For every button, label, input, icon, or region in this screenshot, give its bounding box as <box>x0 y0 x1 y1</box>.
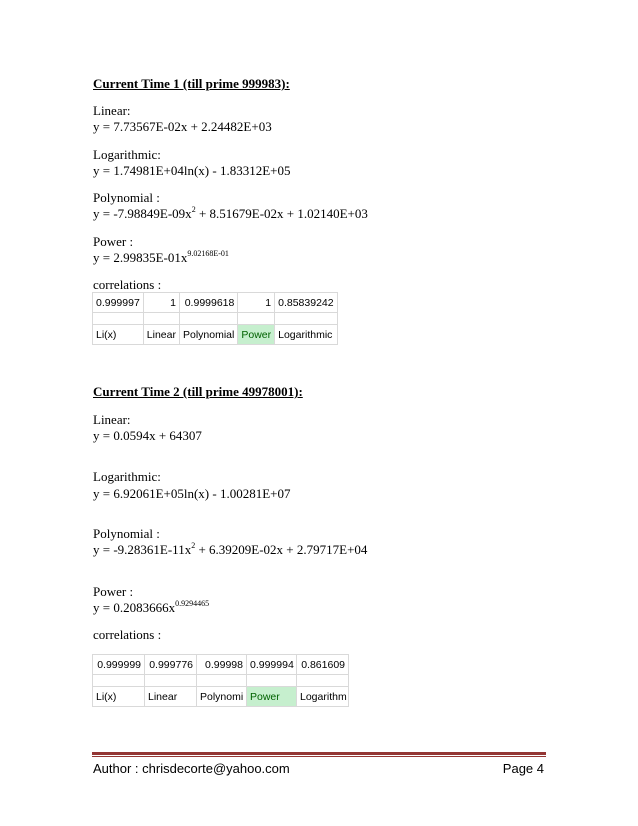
poly-exponent: 2 <box>191 540 196 550</box>
table-cell: Li(x) <box>93 325 144 345</box>
table-cell: Linear <box>143 325 179 345</box>
footer-rule-thick <box>92 752 546 755</box>
table-cell: 0.9999618 <box>180 293 238 313</box>
footer-author: Author : chrisdecorte@yahoo.com <box>93 761 290 776</box>
table-cell: Logarithm <box>297 687 349 707</box>
section1-poly-label: Polynomial : <box>93 190 160 205</box>
table-row <box>93 687 349 707</box>
section2-correlations-label: correlations : <box>93 627 162 642</box>
section2-log-label: Logarithmic: <box>93 469 161 484</box>
table-cell: 1 <box>143 293 179 313</box>
poly-eq-part-a: y = -9.28361E-11x <box>93 542 192 557</box>
power-exponent: 9.02168E-01 <box>187 248 229 258</box>
section2-poly-equation <box>93 542 367 558</box>
section1-linear-label: Linear: <box>93 103 131 118</box>
power-eq-base: y = 2.99835E-01x <box>93 250 188 265</box>
power-exponent: 0.9294465 <box>175 598 210 608</box>
table-cell: 0.999999 <box>93 655 145 675</box>
section1-heading: Current Time 1 (till prime 999983): <box>93 76 290 91</box>
section2-power-equation <box>93 600 209 616</box>
section1-linear-equation: y = 7.73567E-02x + 2.24482E+03 <box>93 119 272 134</box>
poly-exponent: 2 <box>191 204 196 214</box>
footer-rule-thin <box>92 756 546 757</box>
table-cell: 0.861609 <box>297 655 349 675</box>
section2-poly-label: Polynomial : <box>93 526 160 541</box>
power-eq-base: y = 0.2083666x <box>93 600 176 615</box>
table-gap-row <box>93 675 349 687</box>
section2-heading: Current Time 2 (till prime 49978001): <box>93 384 303 399</box>
table-cell: 0.999994 <box>247 655 297 675</box>
section1-power-equation <box>93 250 229 266</box>
table-cell: Linear <box>145 687 197 707</box>
table-cell: Polynomi <box>197 687 247 707</box>
table-cell: 1 <box>238 293 275 313</box>
table-cell: 0.99998 <box>197 655 247 675</box>
table-cell-highlighted: Power <box>247 687 297 707</box>
section1-log-equation: y = 1.74981E+04ln(x) - 1.83312E+05 <box>93 163 291 178</box>
table-cell-highlighted: Power <box>238 325 275 345</box>
table-cell: 0.999776 <box>145 655 197 675</box>
table-gap-row <box>93 313 338 325</box>
table-cell: Polynomial <box>180 325 238 345</box>
table-row <box>93 655 349 675</box>
section1-correlation-table <box>92 292 338 345</box>
table-row <box>93 325 338 345</box>
poly-eq-part-b: + 6.39209E-02x + 2.79717E+04 <box>195 542 368 557</box>
section2-log-equation: y = 6.92061E+05ln(x) - 1.00281E+07 <box>93 486 291 501</box>
section1-log-label: Logarithmic: <box>93 147 161 162</box>
table-row <box>93 293 338 313</box>
section2-linear-equation: y = 0.0594x + 64307 <box>93 428 202 443</box>
table-cell: 0.85839242 <box>275 293 337 313</box>
table-cell: Li(x) <box>93 687 145 707</box>
table-cell: Logarithmic <box>275 325 337 345</box>
table-cell: 0.999997 <box>93 293 144 313</box>
section1-correlations-label: correlations : <box>93 277 162 292</box>
section2-power-label: Power : <box>93 584 134 599</box>
footer-page-number: Page 4 <box>502 761 544 776</box>
section2-linear-label: Linear: <box>93 412 131 427</box>
section2-correlation-table <box>92 654 349 707</box>
poly-eq-part-a: y = -7.98849E-09x <box>93 206 192 221</box>
section1-poly-equation <box>93 206 368 222</box>
poly-eq-part-b: + 8.51679E-02x + 1.02140E+03 <box>195 206 368 221</box>
section1-power-label: Power : <box>93 234 134 249</box>
